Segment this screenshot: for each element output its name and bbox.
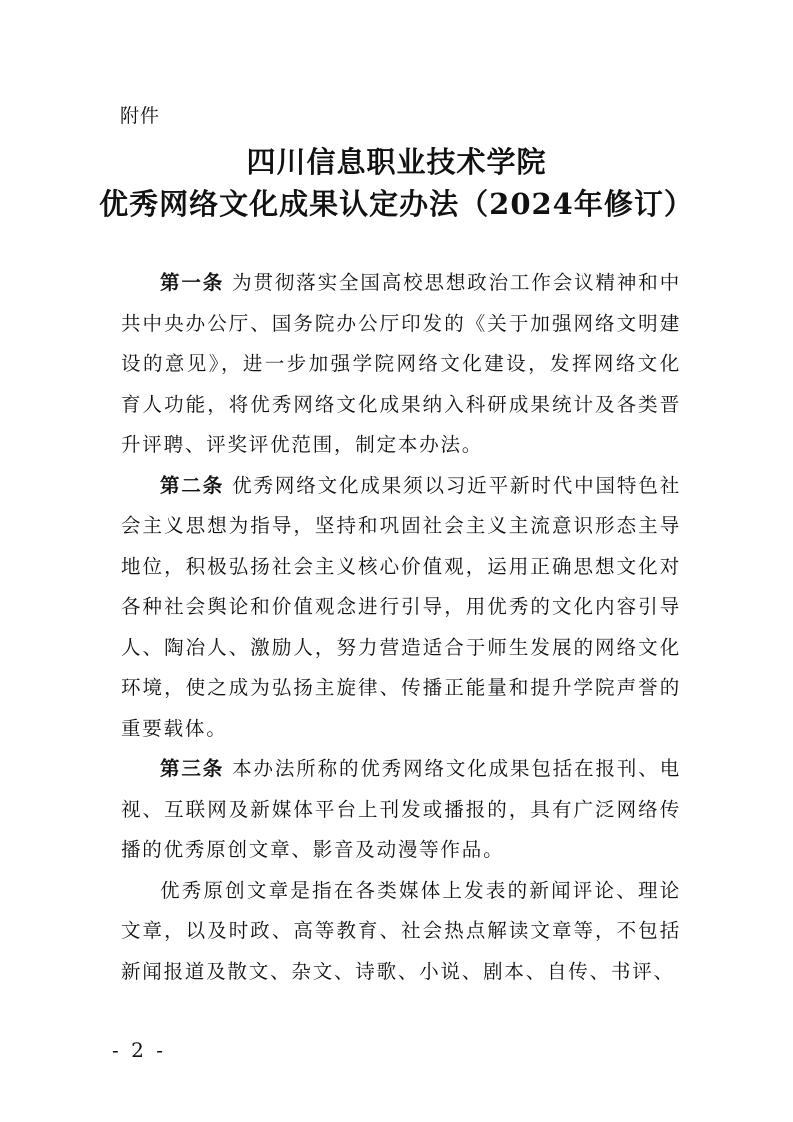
document-title-line-1: 四川信息职业技术学院 [246, 145, 547, 179]
article-3-text: 本办法所称的优秀网络文化成果包括在报刊、电视、互联网及新媒体平台上刊发或播报的，具有广泛网络传播的优秀原创文章、影音及动漫等作品。 [121, 757, 681, 861]
article-3-heading: 第三条 [160, 757, 225, 780]
page-number: - 2 - [112, 1038, 166, 1062]
article-2-text: 优秀网络文化成果须以习近平新时代中国特色社会主义思想为指导，坚持和巩固社会主义主流意识形态主导地位，积极弘扬社会主义核心价值观，运用正确思想文化对各种社会舆论和价值观念进行引导，用优秀的文化内容引导人、陶冶人、激励人，努力营造适合于师生发展的网络文化环境，使之成为弘扬主旋律、传播正能量和提升学院声誉的重要载体。 [121, 473, 681, 740]
article-3 [121, 749, 681, 871]
paragraph-original-articles: 优秀原创文章是指在各类媒体上发表的新闻评论、理论文章，以及时政、高等教育、社会热点解读文章等，不包括新闻报道及散文、杂文、诗歌、小说、剧本、自传、书评、 [121, 878, 681, 983]
document-title-line-2: 优秀网络文化成果认定办法（2024年修订） [99, 187, 694, 221]
document-body [121, 263, 681, 992]
attachment-label: 附件 [120, 105, 161, 127]
article-1 [121, 263, 681, 466]
article-1-heading: 第一条 [160, 271, 225, 294]
article-2-heading: 第二条 [160, 473, 225, 497]
article-1-text: 为贯彻落实全国高校思想政治工作会议精神和中共中央办公厅、国务院办公厅印发的《关于加强网络文明建设的意见》，进一步加强学院网络文化建设，发挥网络文化育人功能，将优秀网络文化成果纳入科研成果统计及各类晋升评聘、评奖评优范围，制定本办法。 [121, 271, 681, 456]
article-2 [121, 466, 681, 750]
